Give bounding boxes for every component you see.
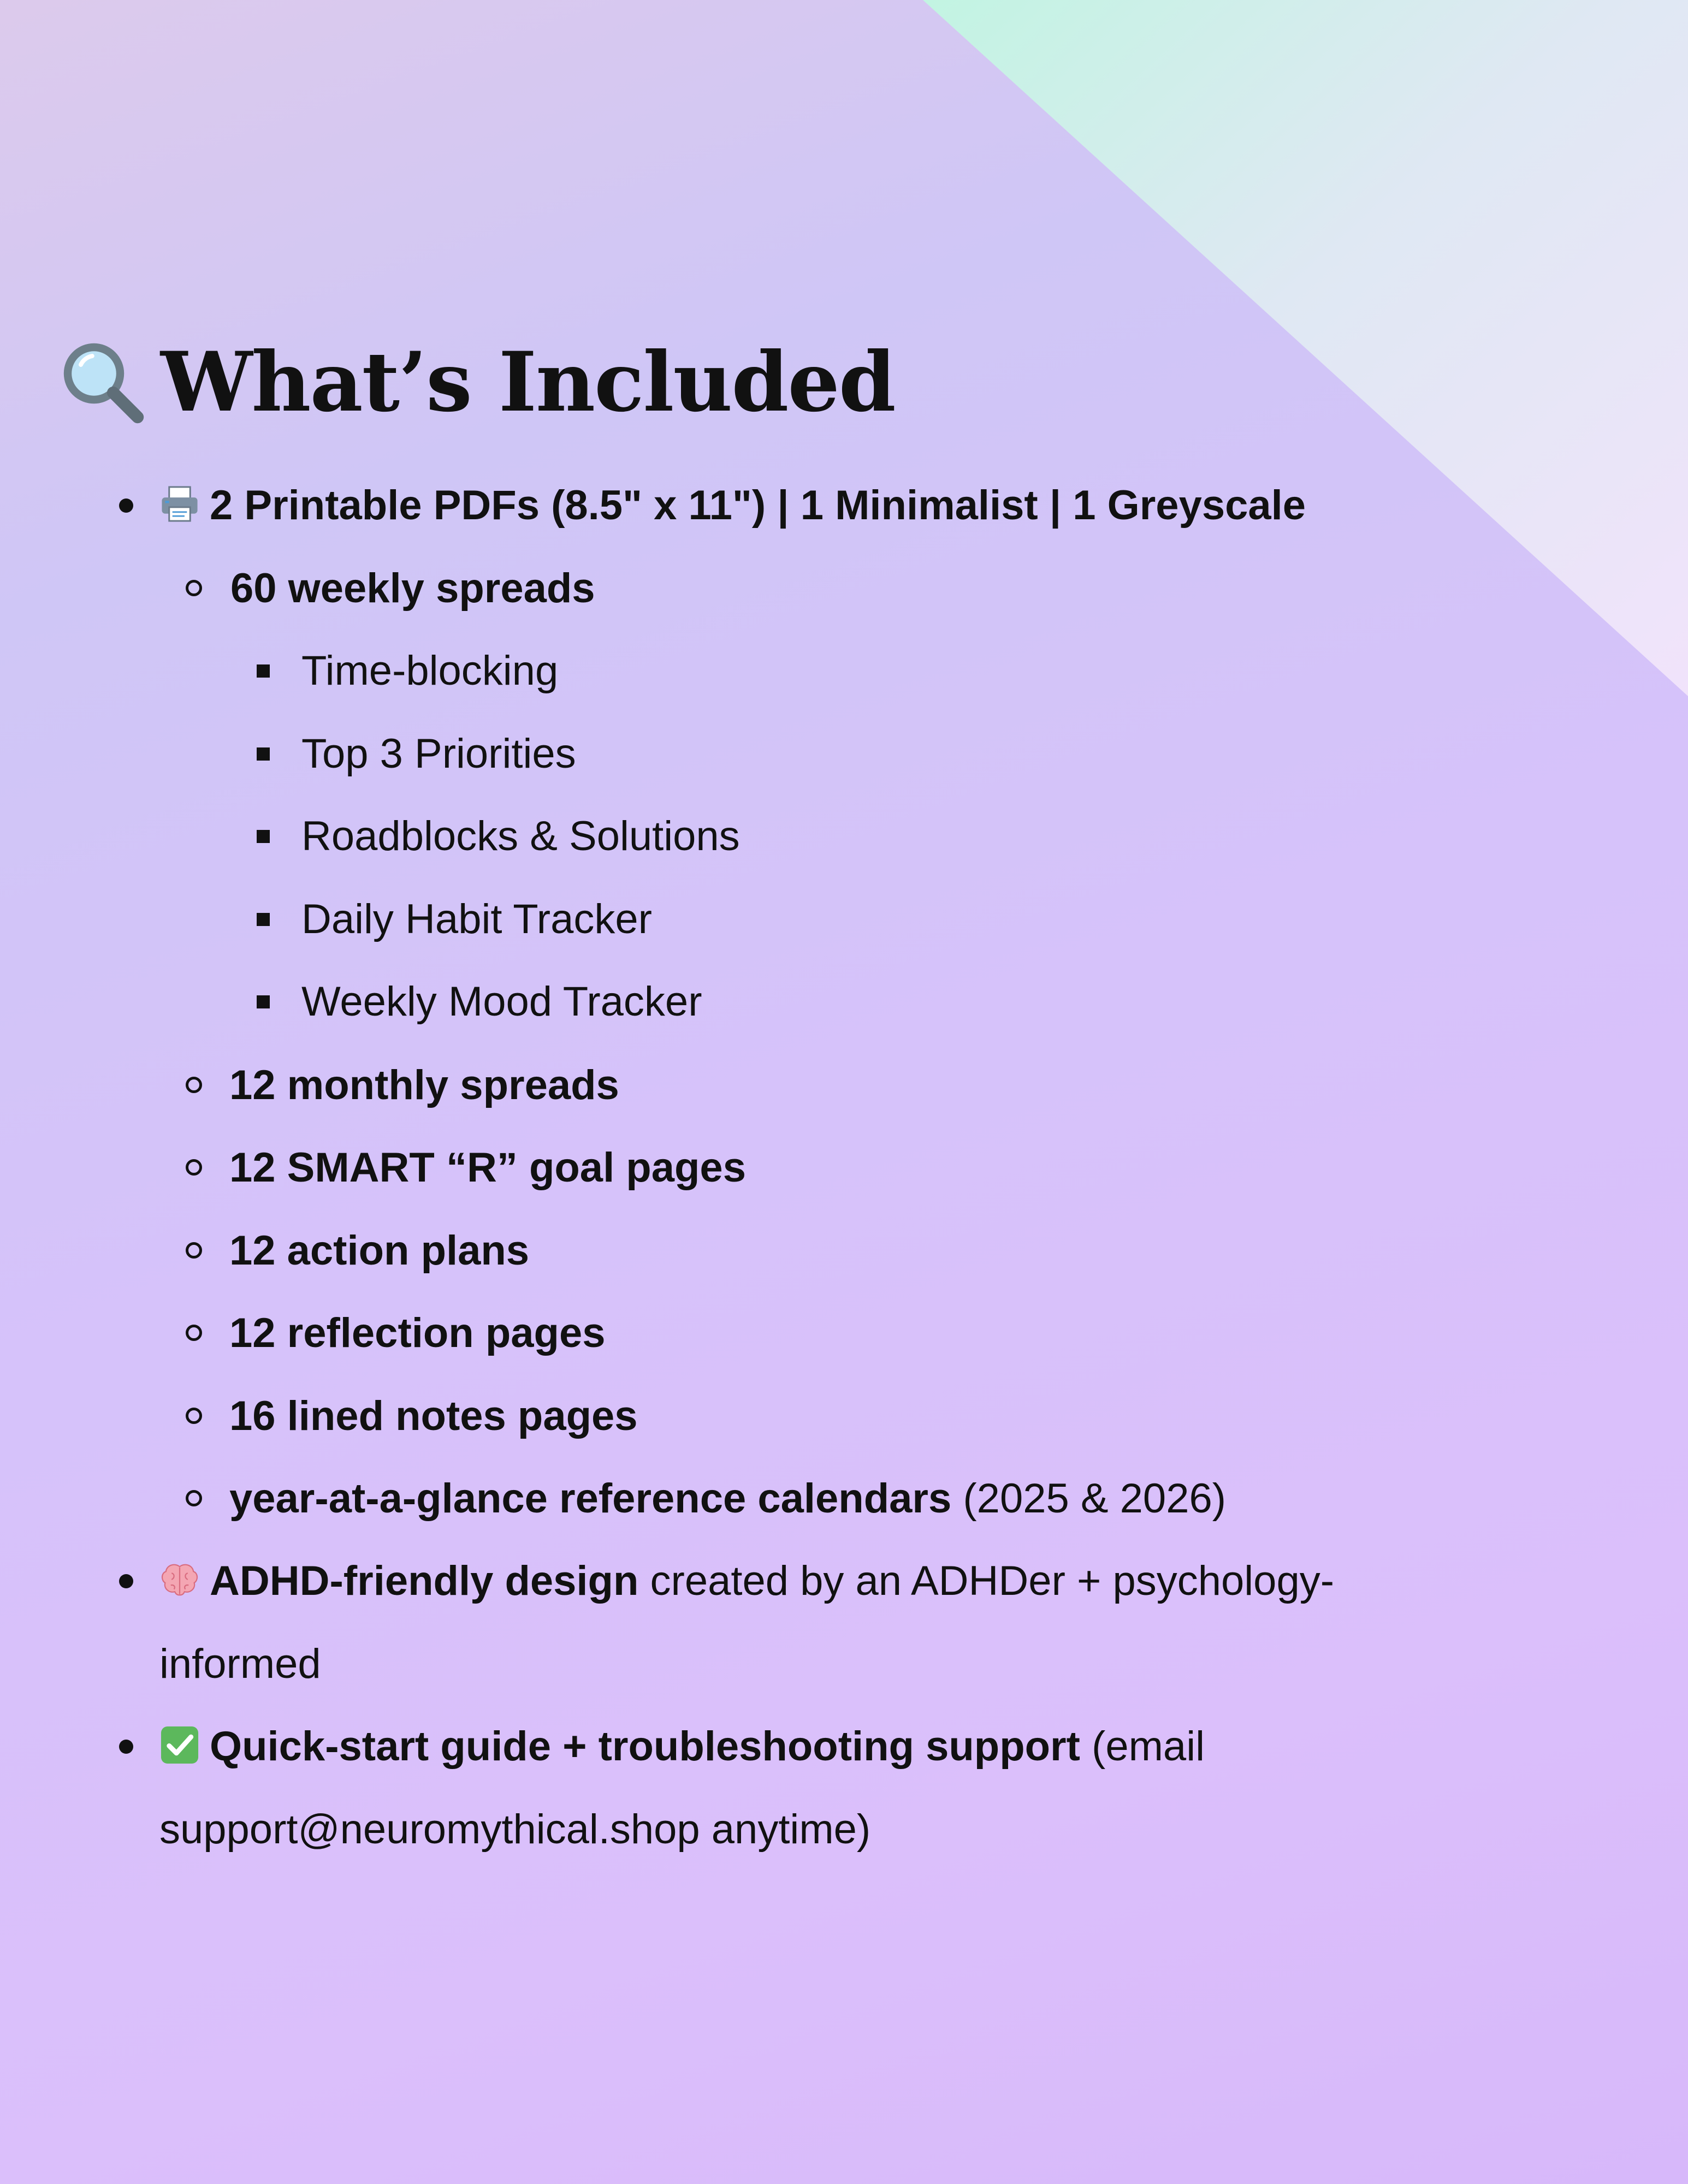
bullet-circle <box>186 1490 202 1506</box>
bullet-square <box>257 995 270 1008</box>
list-item-printable-pdfs <box>159 464 1306 547</box>
magnifying-glass-icon <box>59 339 146 426</box>
list-item-adhd-design <box>159 1540 1334 1623</box>
list-item-text: (2025 & 2026) <box>951 1475 1227 1522</box>
list-item-adhd-design-continued <box>159 1623 321 1706</box>
list-item-bold: 60 weekly spreads <box>230 565 595 612</box>
list-item-bold: 12 reflection pages <box>229 1310 606 1356</box>
bullet-circle <box>186 1408 202 1424</box>
list-item-notes-pages <box>229 1375 638 1458</box>
list-item-roadblocks <box>301 795 740 878</box>
page-heading <box>59 328 895 437</box>
list-item-text: informed <box>159 1641 321 1687</box>
bullet-disc <box>119 498 133 513</box>
bullet-square <box>257 664 270 678</box>
list-item-text: created by an ADHDer + psychology- <box>638 1558 1335 1604</box>
printer-icon <box>159 484 200 524</box>
list-item-bold: 12 monthly spreads <box>229 1062 619 1108</box>
bullet-square <box>257 747 270 761</box>
list-item-monthly-spreads <box>229 1044 619 1127</box>
list-item-text: Top 3 Priorities <box>301 731 576 777</box>
check-mark-icon <box>159 1725 200 1765</box>
list-item-text: Weekly Mood Tracker <box>301 978 702 1025</box>
list-item-weekly-spreads <box>230 547 595 630</box>
list-item-reflection-pages <box>229 1292 606 1375</box>
bullet-circle <box>186 1159 202 1176</box>
list-item-quick-start-continued <box>159 1788 870 1871</box>
list-item-text: Daily Habit Tracker <box>301 896 652 942</box>
bullet-square <box>257 913 270 926</box>
list-item-bold: ADHD-friendly design <box>210 1558 639 1604</box>
bullet-disc <box>119 1574 133 1588</box>
list-item-bold: 16 lined notes pages <box>229 1393 638 1439</box>
bullet-circle <box>186 580 202 596</box>
list-item-habit-tracker <box>301 878 652 961</box>
list-item-mood-tracker <box>301 960 702 1043</box>
list-item-bold: 12 SMART “R” goal pages <box>229 1144 746 1191</box>
list-item-smart-goals <box>229 1126 746 1209</box>
list-item-top-priorities <box>301 713 576 796</box>
list-item-text: Roadblocks & Solutions <box>301 813 740 859</box>
list-item-bold: 2 Printable PDFs (8.5" x 11") | 1 Minimalist | 1 Greyscale <box>210 482 1306 529</box>
heading-text: What’s Included <box>161 334 895 430</box>
list-item-quick-start <box>159 1705 1205 1788</box>
list-item-time-blocking <box>301 630 558 713</box>
list-item-bold: Quick-start guide + troubleshooting support <box>210 1723 1080 1770</box>
bullet-disc <box>119 1740 133 1754</box>
list-item-text: (email <box>1080 1723 1205 1770</box>
bullet-circle <box>186 1325 202 1341</box>
bullet-circle <box>186 1242 202 1259</box>
bullet-square <box>257 830 270 843</box>
support-email-text: support@neuromythical.shop anytime) <box>159 1806 871 1853</box>
brain-icon <box>159 1559 200 1600</box>
list-item-bold: 12 action plans <box>229 1227 530 1274</box>
list-item-bold: year-at-a-glance reference calendars <box>229 1475 952 1522</box>
bullet-circle <box>186 1077 202 1093</box>
list-item-text: Time-blocking <box>301 648 559 694</box>
list-item-calendars <box>229 1457 1226 1540</box>
list-item-action-plans <box>229 1209 529 1292</box>
